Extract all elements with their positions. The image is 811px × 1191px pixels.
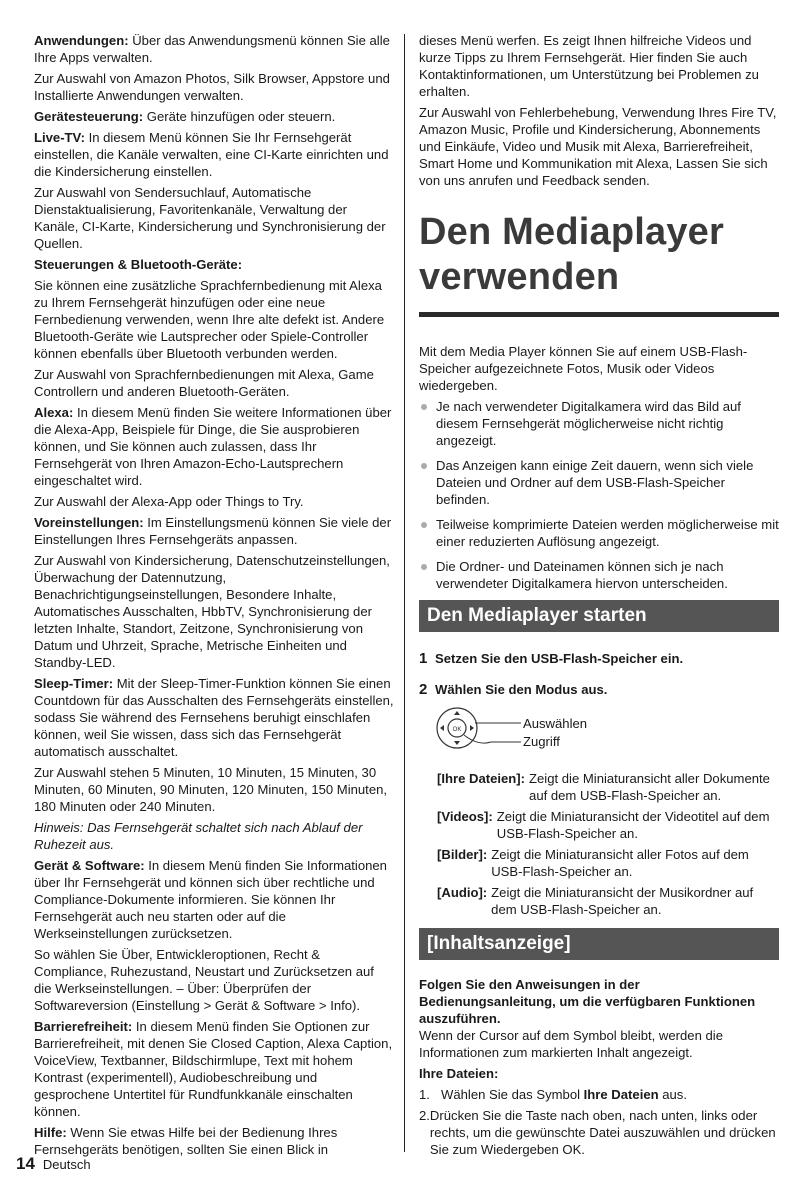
footer-language: Deutsch	[42, 1157, 91, 1172]
media-intro: Mit dem Media Player können Sie auf einem USB-Flash-Speicher aufgezeichnete Fotos, Musik oder Videos wiedergeben.	[419, 344, 748, 393]
para-barrierefreiheit: Barrierefreiheit: In diesem Menü finden Sie Optionen zur Barrierefreiheit, mit denen Sie Closed Caption, Alexa Caption, VoiceView, Textbanner, Bildschirmlupe, Text mit hohem Kontrast (experimentell), Audiobeschreibung und gesprochene Untertitel für Rundfunkkanäle einschalten können.	[34, 1019, 393, 1119]
list-item: Teilweise komprimierte Dateien werden möglicherweise mit einer reduzierten Auflösung angezeigt.	[419, 516, 779, 550]
remote-label-access: Zugriff	[523, 734, 560, 749]
para-voreinstellungen-auswahl: Zur Auswahl von Kindersicherung, Datenschutzeinstellungen, Überwachung der Datennutzung, Benachrichtigungseinstellungen, Besondere Inhalte, Automatisches Ausschalten, HbbTV, Synchronisierung der letzten Inhalte, Standort, Zeitzone, Synchronisierung von Datum und Uhrzeit, Sprache, Metrische Einheiten und Standby-LED.	[34, 553, 390, 670]
para-steuerungen-heading: Steuerungen & Bluetooth-Geräte:	[34, 257, 243, 272]
step-1	[419, 650, 779, 667]
notes-list	[419, 398, 779, 592]
files-steps	[419, 1086, 779, 1158]
def-ihre-dateien: [Ihre Dateien]: Zeigt die Miniaturansicht aller Dokumente auf dem USB-Flash-Speicher an.	[437, 771, 770, 803]
step-2	[419, 681, 779, 698]
mode-definitions	[437, 770, 779, 918]
title-rule	[419, 312, 779, 317]
para-live-tv-auswahl: Zur Auswahl von Sendersuchlauf, Automatische Dienstaktualisierung, Favoritenkanäle, Verwaltung der Kanäle, CI-Karte, Kindersicherung und Synchronisierung der Quellen.	[34, 185, 386, 251]
para-sleep-timer-auswahl: Zur Auswahl stehen 5 Minuten, 10 Minuten, 15 Minuten, 30 Minuten, 60 Minuten, 90 Minuten, 120 Minuten, 150 Minuten, 180 Minuten oder 240 Minuten.	[34, 765, 388, 814]
remote-diagram	[433, 706, 779, 764]
def-bilder: [Bilder]: Zeigt die Miniaturansicht aller Fotos auf dem USB-Flash-Speicher an.	[437, 847, 749, 879]
page-number: 14	[16, 1154, 35, 1173]
section-heading-start: Den Mediaplayer starten	[419, 600, 779, 632]
step-number: 2	[419, 681, 428, 698]
list-item: 1. Wählen Sie das Symbol Ihre Dateien aus.	[419, 1087, 687, 1102]
cursor-text: Wenn der Cursor auf dem Symbol bleibt, werden die Informationen zum markierten Inhalt angezeigt.	[419, 1028, 723, 1060]
list-item: Die Ordner- und Dateinamen können sich je nach verwendeter Digitalkamera hiervon unterscheiden.	[419, 558, 779, 592]
para-hinweis: Hinweis: Das Fernsehgerät schaltet sich nach Ablauf der Ruhezeit aus.	[34, 820, 363, 852]
para-live-tv: Live-TV: In diesem Menü können Sie Ihr Fernsehgerät einstellen, die Kanäle verwalten, eine CI-Karte einrichten und die Kindersicherung einstellen.	[34, 130, 389, 179]
def-videos: [Videos]: Zeigt die Miniaturansicht der Videotitel auf dem USB-Flash-Speicher an.	[437, 809, 770, 841]
instruction-text: Folgen Sie den Anweisungen in der Bedienungsanleitung, um die verfügbaren Funktionen auszuführen.	[419, 977, 756, 1026]
para-anwendungen-auswahl: Zur Auswahl von Amazon Photos, Silk Browser, Appstore und Installierte Anwendungen verwalten.	[34, 71, 390, 103]
step-text: Wählen Sie den Modus aus.	[435, 682, 608, 697]
para-geraet-software-auswahl: So wählen Sie Über, Entwickleroptionen, Recht & Compliance, Ruhezustand, Neustart und Zurücksetzen auf die Werkseinstellungen. – Über: Überprüfen der Softwareversion (Einstellung > Gerät & Software > Info).	[34, 947, 374, 1013]
para-geraet-software: Gerät & Software: In diesem Menü finden Sie Informationen über Ihr Fernsehgerät und können sich über rechtliche und Compliance-Dokumente informieren. Sie können Ihr Fernsehgerät auch neu starten oder auf die Werkseinstellungen zurücksetzen.	[34, 858, 387, 941]
right-column	[419, 32, 779, 1162]
para-hilfe-auswahl: Zur Auswahl von Fehlerbehebung, Verwendung Ihres Fire TV, Amazon Music, Profile und Kindersicherung, Abonnements und Einkäufe, Video und Musik mit Alexa, Barrierefreiheit, Smart Home und Kommunikation mit Alexa, Lassen Sie sich von uns anrufen und Feedback senden.	[419, 105, 777, 188]
para-hilfe-cont: dieses Menü werfen. Es zeigt Ihnen hilfreiche Videos und kurze Tipps zu Ihrem Fernsehgerät. Hier finden Sie auch Kontaktinformationen, um Unterstützung bei Problemen zu erhalten.	[419, 33, 759, 99]
files-heading: Ihre Dateien:	[419, 1066, 499, 1081]
left-column	[34, 32, 394, 1162]
para-geraetesteuerung: Gerätesteuerung: Geräte hinzufügen oder steuern.	[34, 109, 336, 124]
remote-dpad-icon	[433, 706, 523, 764]
remote-label-select: Auswählen	[523, 716, 588, 731]
para-sleep-timer: Sleep-Timer: Mit der Sleep-Timer-Funktion können Sie einen Countdown für das Ausschalten des Fernsehgeräts einstellen, sodass Sie während des Fernsehens beruhigt einschlafen können, weil Sie wissen, dass sich das Fernsehgerät automatisch ausschaltet.	[34, 676, 394, 759]
para-steuerungen-auswahl: Zur Auswahl von Sprachfernbedienungen mit Alexa, Game Controllern und anderen Bluetooth-Geräten.	[34, 367, 374, 399]
page-title: Den Mediaplayer verwenden	[419, 211, 724, 298]
para-alexa-auswahl: Zur Auswahl der Alexa-App oder Things to Try.	[34, 494, 304, 509]
para-steuerungen: Sie können eine zusätzliche Sprachfernbedienung mit Alexa zu Ihrem Fernsehgerät hinzufügen oder eine neue Fernbedienung verwenden, wenn Ihre alte defekt ist. Andere Bluetooth-Geräte wie Lautsprecher oder Spiele-Controller können ebenfalls über Bluetooth verbunden werden.	[34, 278, 385, 361]
para-hilfe: Hilfe: Wenn Sie etwas Hilfe bei der Bedienung Ihres Fernsehgeräts benötigen, sollten Sie einen Blick in	[34, 1125, 338, 1157]
page-footer	[16, 1154, 91, 1174]
para-voreinstellungen: Voreinstellungen: Im Einstellungsmenü können Sie viele der Einstellungen Ihres Fernsehgeräts anpassen.	[34, 515, 392, 547]
para-alexa: Alexa: In diesem Menü finden Sie weitere Informationen über die Alexa-App, Beispiele für Dinge, die Sie ausprobieren können, und Sie können auch zulassen, dass Ihr Fernsehgerät von Ihren Amazon-Echo-Lautsprechern eingeschaltet wird.	[34, 405, 392, 488]
column-divider	[404, 34, 405, 1152]
list-item: Das Anzeigen kann einige Zeit dauern, wenn sich viele Dateien und Ordner auf dem USB-Flash-Speicher befinden.	[419, 457, 779, 508]
list-item: 2. Drücken Sie die Taste nach oben, nach unten, links oder rechts, um die gewünschte Datei auszuwählen und drücken Sie zum Wiedergeben OK.	[419, 1108, 776, 1157]
def-audio: [Audio]: Zeigt die Miniaturansicht der Musikordner auf dem USB-Flash-Speicher an.	[437, 885, 754, 917]
step-text: Setzen Sie den USB-Flash-Speicher ein.	[435, 651, 684, 666]
svg-text:OK: OK	[452, 727, 462, 733]
list-item: Je nach verwendeter Digitalkamera wird das Bild auf diesem Fernsehgerät möglicherweise nicht richtig angezeigt.	[419, 398, 779, 449]
step-number: 1	[419, 650, 428, 667]
section-heading-inhaltsanzeige: [Inhaltsanzeige]	[419, 928, 779, 960]
para-anwendungen: Anwendungen: Über das Anwendungsmenü können Sie alle Ihre Apps verwalten.	[34, 33, 390, 65]
